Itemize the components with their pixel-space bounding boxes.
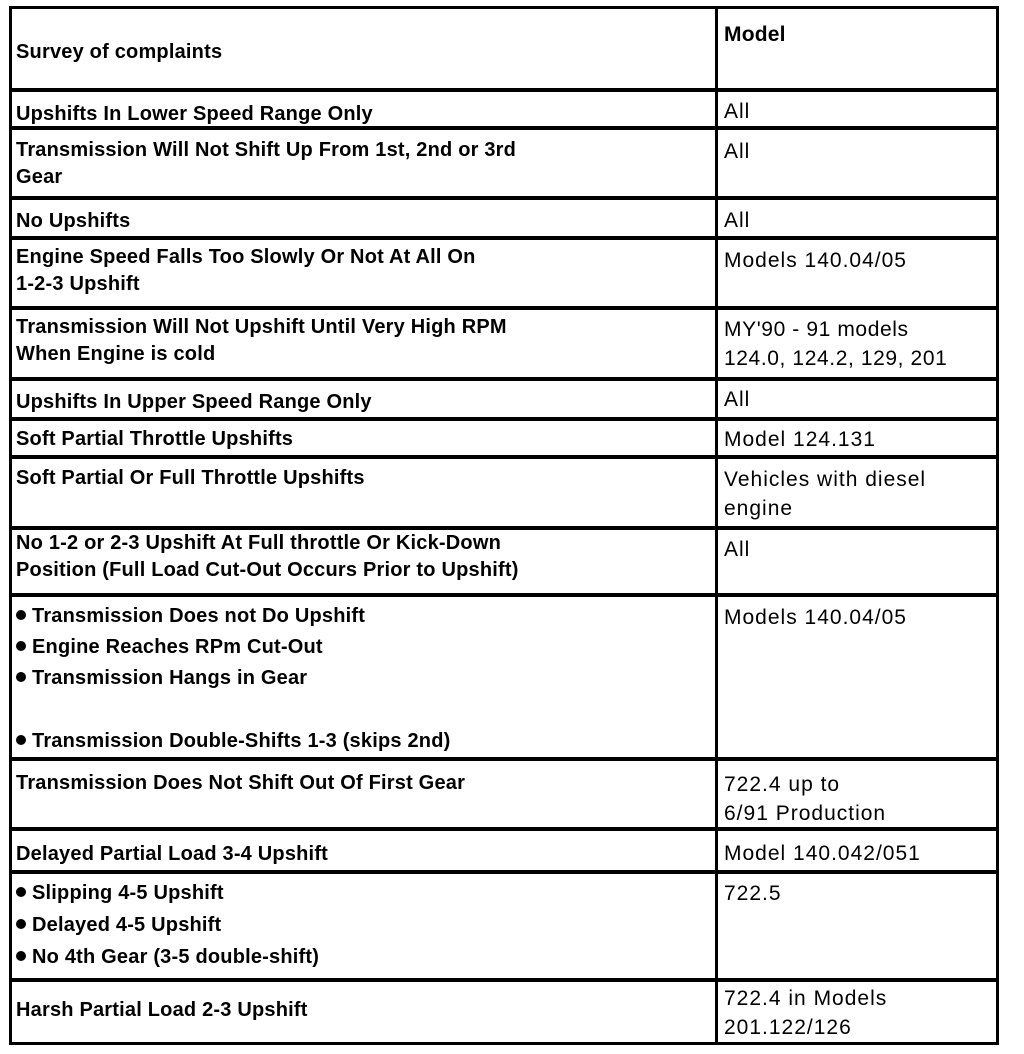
complaint-cell: Delayed Partial Load 3-4 Upshift [16,843,329,865]
bullet-item [16,632,450,663]
bullet-item [16,663,450,694]
row-divider [12,417,996,421]
model-cell [724,315,947,373]
complaint-line: Transmission Will Not Shift Up From 1st, 2nd or 3rd [16,139,517,161]
complaint-cell: No Upshifts [16,210,131,232]
model-cell: All [724,140,751,163]
complaint-line: Position (Full Load Cut-Out Occurs Prior to Upshift) [16,559,519,581]
bullet-item [16,941,319,973]
model-line: 722.4 in Models [724,987,888,1010]
complaint-line: Transmission Will Not Upshift Until Very High RPM [16,316,507,338]
bullet-text: Transmission Does not Do Upshift [32,605,366,627]
model-line: 6/91 Production [724,802,887,825]
complaint-cell [16,530,519,584]
complaint-bullets [16,877,319,973]
header-complaints: Survey of complaints [16,41,223,63]
model-cell [724,984,887,1042]
bullet-icon [16,735,26,745]
model-line: 201.122/126 [724,1016,852,1039]
complaint-cell: Soft Partial Throttle Upshifts [16,428,294,450]
bullet-text: Transmission Double-Shifts 1-3 (skips 2nd) [32,730,451,752]
bullet-text: Slipping 4-5 Upshift [32,882,224,904]
bullet-item [16,909,319,941]
complaint-cell [16,244,476,298]
model-cell: Models 140.04/05 [724,249,907,272]
bullet-icon [16,641,26,651]
complaint-line: When Engine is cold [16,343,216,365]
complaint-line: No 1-2 or 2-3 Upshift At Full throttle Or Kick-Down [16,532,502,554]
model-cell [724,465,926,523]
complaints-table [9,6,999,1045]
model-cell [724,770,886,828]
row-divider [12,377,996,381]
complaint-line: Engine Speed Falls Too Slowly Or Not At All On [16,246,476,268]
model-cell: Model 124.131 [724,428,876,451]
model-cell: Models 140.04/05 [724,606,907,629]
complaint-cell: Upshifts In Upper Speed Range Only [16,391,372,413]
model-cell: All [724,388,751,411]
bullet-text: Delayed 4-5 Upshift [32,914,222,936]
model-line: MY'90 - 91 models [724,318,909,341]
model-cell: All [724,538,751,561]
bullet-item [16,601,450,632]
bullet-text: Transmission Hangs in Gear [32,667,308,689]
bullet-text: Engine Reaches RPm Cut-Out [32,636,323,658]
model-line: 124.0, 124.2, 129, 201 [724,347,948,370]
complaint-cell: Harsh Partial Load 2-3 Upshift [16,999,308,1021]
row-divider [12,455,996,459]
complaint-cell: Upshifts In Lower Speed Range Only [16,103,373,125]
bullet-icon [16,919,26,929]
row-divider [12,306,996,310]
bullet-icon [16,610,26,620]
model-cell: All [724,209,751,232]
model-cell: Model 140.042/051 [724,842,921,865]
row-divider [12,757,996,761]
model-cell: 722.5 [724,882,782,905]
complaint-cell: Transmission Does Not Shift Out Of First Gear [16,772,466,794]
row-divider [12,870,996,874]
bullet-icon [16,887,26,897]
bullet-item [16,877,319,909]
complaint-line: Gear [16,166,63,188]
row-divider [12,236,996,240]
bullet-icon [16,951,26,961]
header-model: Model [724,23,786,46]
row-divider [12,978,996,982]
bullet-text: No 4th Gear (3-5 double-shift) [32,946,320,968]
model-line: engine [724,497,794,520]
complaint-cell: Soft Partial Or Full Throttle Upshifts [16,467,365,489]
model-cell: All [724,100,751,123]
complaint-cell [16,314,507,368]
row-divider [12,593,996,597]
complaint-cell [16,137,516,191]
complaint-bullets [16,601,450,757]
complaint-line: 1-2-3 Upshift [16,273,140,295]
bullet-icon [16,672,26,682]
bullet-item [16,726,450,757]
row-divider [12,88,996,92]
model-line: 722.4 up to [724,773,841,796]
row-divider [12,196,996,200]
model-line: Vehicles with diesel [724,468,927,491]
